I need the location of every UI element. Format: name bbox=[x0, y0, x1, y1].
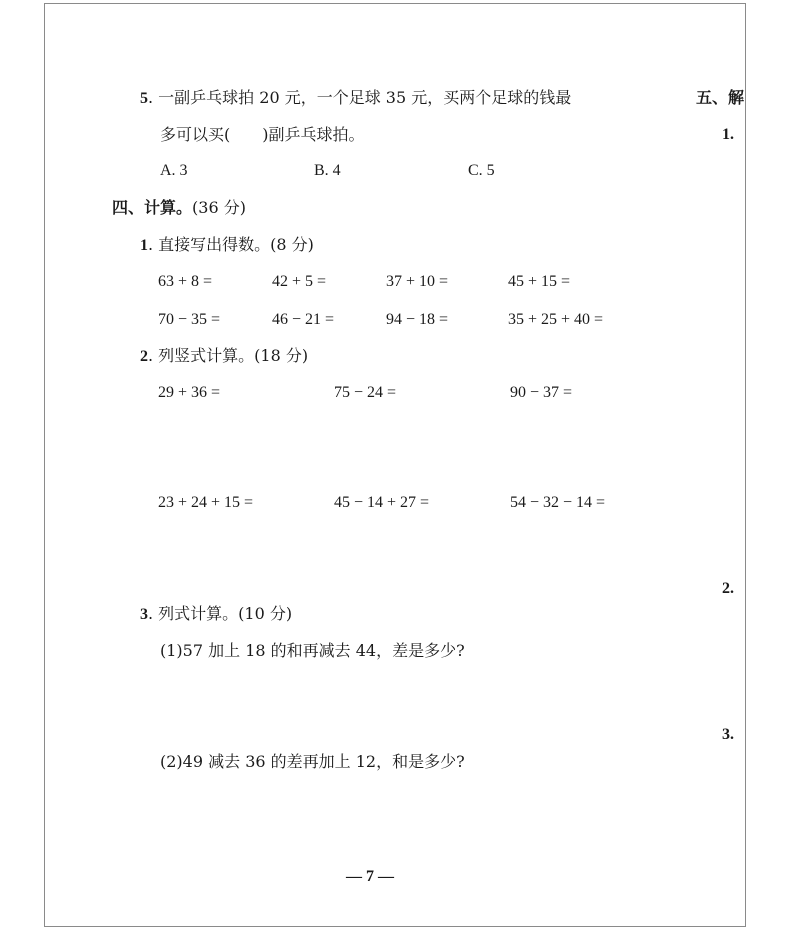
oral-calc-item: 94 − 18 = bbox=[386, 311, 449, 328]
sub-2-heading bbox=[140, 346, 308, 367]
sub-1-title: . 直接写出得数。(8 分) bbox=[148, 235, 314, 254]
oral-calc-item: 37 + 10 = bbox=[386, 273, 449, 290]
section-4-heading bbox=[112, 198, 246, 218]
vertical-calc-item: 23 + 24 + 15 = bbox=[158, 494, 254, 511]
page-number: — 7 — bbox=[346, 868, 394, 885]
question-5-number: 5 bbox=[140, 90, 148, 107]
question-5-text: . 一副乒乓球拍 20 元，一个足球 35 元，买两个足球的钱最 bbox=[148, 88, 572, 107]
option-b: B. 4 bbox=[314, 162, 341, 179]
oral-calc-item: 42 + 5 = bbox=[272, 273, 327, 290]
vertical-calc-item: 29 + 36 = bbox=[158, 384, 221, 401]
section-4-score: (36 分) bbox=[192, 198, 246, 217]
vertical-calc-item: 75 − 24 = bbox=[334, 384, 397, 401]
right-item-2: 2. bbox=[722, 580, 734, 597]
section-5-title: 五、解 bbox=[696, 88, 745, 107]
vertical-calc-item: 90 − 37 = bbox=[510, 384, 573, 401]
question-5-line1 bbox=[140, 88, 571, 109]
oral-calc-item: 70 − 35 = bbox=[158, 311, 221, 328]
right-item-1: 1. bbox=[722, 126, 734, 143]
vertical-calc-item: 45 − 14 + 27 = bbox=[334, 494, 430, 511]
oral-calc-item: 45 + 15 = bbox=[508, 273, 571, 290]
sub-1-number: 1 bbox=[140, 237, 148, 254]
option-a: A. 3 bbox=[160, 162, 188, 179]
right-item-3: 3. bbox=[722, 726, 734, 743]
sub-1-heading bbox=[140, 235, 314, 256]
question-5-line2: 多可以买( )副乒乓球拍。 bbox=[160, 125, 365, 144]
oral-calc-item: 63 + 8 = bbox=[158, 273, 213, 290]
word-calc-2: (2)49 减去 36 的差再加上 12，和是多少? bbox=[160, 752, 465, 771]
oral-calc-item: 35 + 25 + 40 = bbox=[508, 311, 604, 328]
vertical-calc-item: 54 − 32 − 14 = bbox=[510, 494, 606, 511]
option-c: C. 5 bbox=[468, 162, 495, 179]
sub-3-number: 3 bbox=[140, 606, 148, 623]
page-frame bbox=[44, 3, 746, 927]
sub-3-heading bbox=[140, 604, 292, 625]
oral-calc-item: 46 − 21 = bbox=[272, 311, 335, 328]
sub-2-number: 2 bbox=[140, 348, 148, 365]
sub-3-title: . 列式计算。(10 分) bbox=[148, 604, 293, 623]
word-calc-1: (1)57 加上 18 的和再减去 44，差是多少? bbox=[160, 641, 465, 660]
section-4-title: 四、计算。 bbox=[112, 198, 193, 217]
sub-2-title: . 列竖式计算。(18 分) bbox=[148, 346, 309, 365]
